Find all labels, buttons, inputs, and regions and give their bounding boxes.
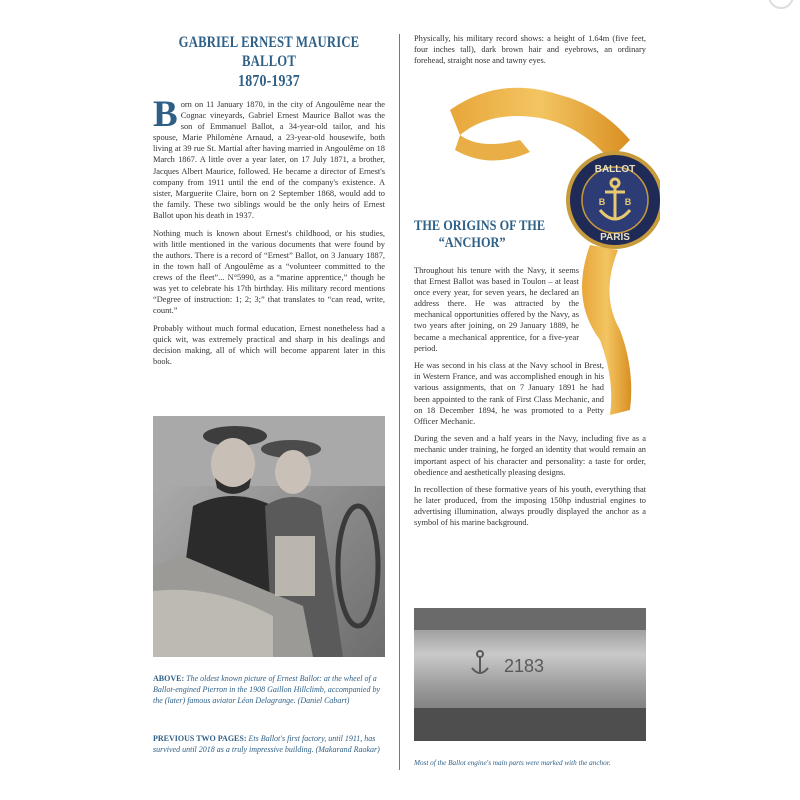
historic-photo-ballot-car: [153, 416, 385, 657]
paragraph-navy-tenure: Throughout his tenure with the Navy, it seems that Ernest Ballot was based in Toulon – at least once every year, for seven years, he declared an address there. He was attracted by the mechanical opportunities offered by the Navy, as two years after joining, on 29 January 1889, he became a mechanical apprentice, for a five-year period.: [414, 266, 579, 353]
section-title-origins: THE ORIGINS OF THE “ANCHOR”: [414, 218, 546, 251]
drop-cap: B: [153, 94, 178, 135]
paragraph-identity: During the seven and a half years in the Navy, including five as a mechanic under training, he forged an identity that would remain an important aspect of his character and personality: a taste for order, obedience and aesthetically pleasing designs.: [414, 434, 646, 477]
paragraph-education: Probably without much formal education, Ernest nonetheless had a quick wit, was extremely practical and sharp in his dealings and decision making, all of which will become apparent later in this book.: [153, 323, 385, 367]
medal-text-bottom: PARIS: [600, 232, 630, 243]
paragraph-childhood: Nothing much is known about Ernest's childhood, or his studies, with little mentioned in the various documents that were found by the authors. There is a record of “Ernest” Ballot, on 3 January 1887, in the town hall of Angoulême as a “volunteer committed to the crews of the fleet”... N°5990, as a “marine apprentice,” though he was yet to celebrate his 17th birthday. His military record mentions “Degree of instruction: 1; 2; 3;” that translates to “can read, write, count.”: [153, 228, 385, 316]
left-column: [153, 33, 385, 374]
paragraph-navy-school: He was second in his class at the Navy school in Brest, in Western France, and was accomplished enough in his various assignments, that on 7 January 1891 he had been appointed to the rank of First Class Mechanic, and on 18 December 1894, he was promoted to a Petty Officer Mechanic.: [414, 361, 604, 426]
column-divider: [399, 34, 400, 770]
engine-part-photo: [414, 608, 646, 741]
medal-letter-b-left: B: [598, 197, 606, 207]
engine-serial-number: 2183: [504, 656, 545, 676]
title-name: GABRIEL ERNEST MAURICE BALLOT: [178, 34, 360, 70]
origins-text: [414, 265, 646, 535]
title-years: 1870-1937: [238, 71, 300, 90]
corner-emblem-icon: [766, 0, 796, 12]
paragraph-birth: Born on 11 January 1870, in the city of Angoulême near the Cognac vineyards, Gabriel Ernest Maurice Ballot was the son of Emmanuel Ballot, a 34-year-old tailor, and his spouse, Marie Philomène Arnaud, a 23-year-old housewife, both living at 39 rue St. Martial after having married in Angoulême on 18 March 1867. A little over a year later, on 17 July 1871, a brother, Jacques Albert Maurice, followed. He became a director of Ernest's company from 1911 until the end of the company's existence. A sister, Marguerite Claire, born on 2 September 1868, would add to the family. These two siblings would be the only heirs of Ernest Ballot upon his death in 1937.: [153, 94, 385, 220]
caption-engine-parts: Most of the Ballot engine's main parts were marked with the anchor.: [414, 759, 611, 767]
medal-text-top: BALLOT: [594, 164, 636, 175]
paragraph-physical: Physically, his military record shows: a height of 1.64m (five feet, four inches tall), dark brown hair and eyebrows, an ordinary forehead, straight nose and tawny eyes.: [414, 34, 646, 66]
medal-letter-b-right: B: [624, 197, 632, 207]
paragraph-anchor-symbol: In recollection of these formative years of his youth, everything that he later produced, from the imposing 150hp industrial engines to advertising illumination, always proudly displayed the anchor as a symbol of his marine background.: [414, 485, 646, 528]
caption-previous-pages: PREVIOUS TWO PAGES: Ets Ballot's first factory, until 1911, has survived until 2018 as a truly impressive building. (Makarand Raokar): [153, 734, 380, 754]
right-column: [414, 33, 646, 73]
caption-photo-1: ABOVE: The oldest known picture of Ernest Ballot: at the wheel of a Ballot-engined Pierron in the 1908 Gaillon Hillclimb, accompanied by the (later) famous aviator Léon Delagrange. (Daniel Cabart): [153, 674, 380, 705]
article-title: [174, 33, 364, 90]
